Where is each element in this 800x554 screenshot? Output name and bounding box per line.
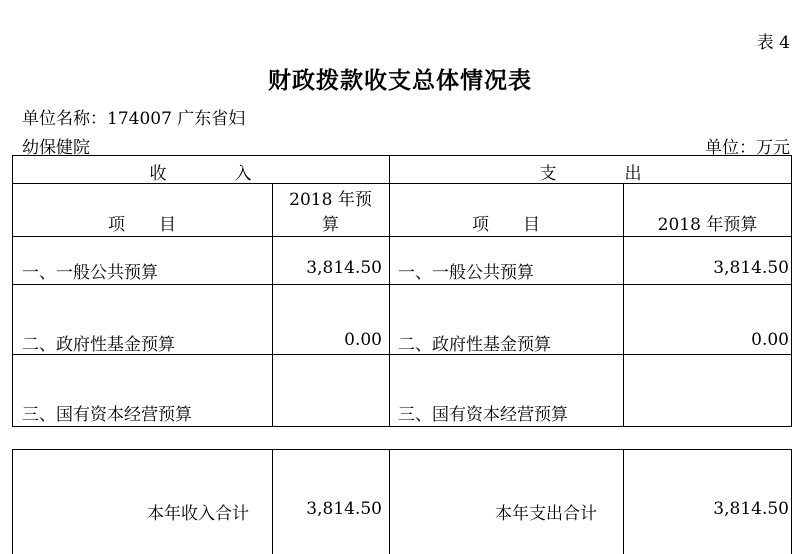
divider [389,155,390,427]
income-budget-header-cont: 算 [322,215,339,235]
divider [12,236,792,237]
expense-value: 0.00 [751,330,789,350]
table-number: 表 4 [756,33,790,53]
income-item: 二、政府性基金预算 [22,335,175,355]
income-value: 3,814.50 [306,258,382,278]
expense-total-label: 本年支出合计 [495,504,597,524]
expense-header: 支 出 [539,164,642,184]
income-item-header: 项 目 [108,215,176,235]
divider [12,284,792,285]
page-title: 财政拨款收支总体情况表 [268,67,532,94]
currency-unit: 单位：万元 [705,138,790,158]
income-budget-header: 2018 年预 [289,190,372,210]
income-item: 一、一般公共预算 [22,263,158,283]
unit-name-line2: 幼保健院 [22,138,90,158]
income-value: 0.00 [344,330,382,350]
expense-value: 3,814.50 [713,258,789,278]
income-total-label: 本年收入合计 [147,504,249,524]
expense-item: 一、一般公共预算 [398,263,534,283]
expense-total-value: 3,814.50 [713,499,789,519]
income-total-value: 3,814.50 [306,499,382,519]
unit-name-line1: 单位名称：174007 广东省妇 [22,109,246,129]
expense-budget-header: 2018 年预算 [657,215,758,235]
income-item: 三、国有资本经营预算 [22,405,192,425]
expense-item-header: 项 目 [472,215,540,235]
expense-item: 三、国有资本经营预算 [398,405,568,425]
expense-item: 二、政府性基金预算 [398,335,551,355]
table-border [12,155,792,427]
income-header: 收 入 [149,164,252,184]
